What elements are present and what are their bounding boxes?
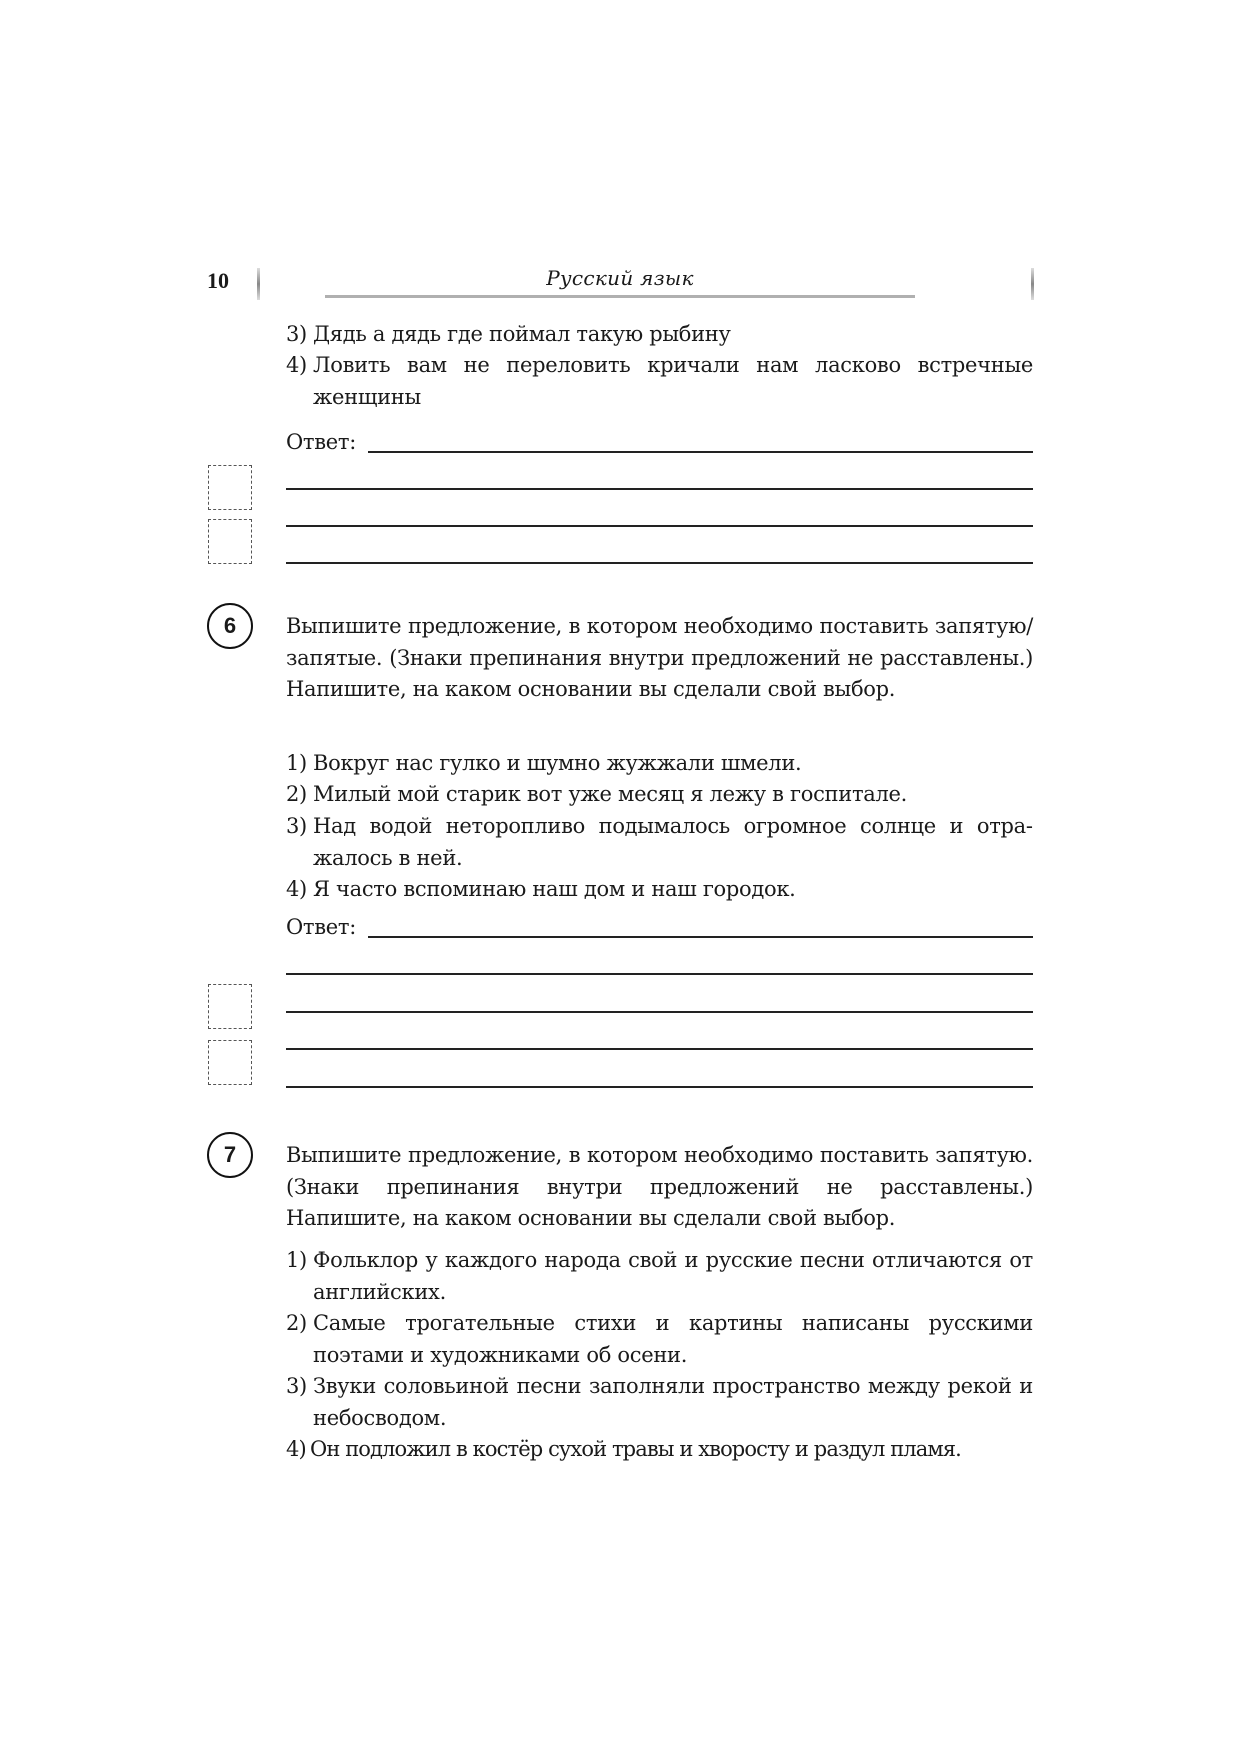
option-3 [286,1371,1033,1434]
option-number: 4) [286,353,307,377]
answer-line[interactable] [286,973,1033,975]
option-4 [286,1434,1033,1466]
option-3 [286,319,1036,351]
question-6-prompt: Выпишите предложение, в котором необходимо поставить запятую/запятые. (Знаки препинания внутри предложений не расставлены.) Напишите, на каком основании вы сделали свой выбор. [286,614,1033,701]
option-number: 4) [286,1437,306,1461]
option-text: Милый мой старик вот уже месяц я лежу в госпитале. [313,782,908,806]
answer-line[interactable] [286,525,1033,527]
option-number: 2) [286,1311,307,1335]
header-right-bar [1031,268,1034,300]
score-box [208,1040,252,1085]
answer-line[interactable] [286,488,1033,490]
header-left-bar [257,268,260,300]
answer-line[interactable] [286,562,1033,564]
score-box [208,519,252,564]
option-number: 4) [286,877,307,901]
running-header-title: Русский язык [546,266,694,290]
option-2 [286,1308,1033,1371]
question-number-badge: 7 [207,1132,253,1178]
score-box [208,984,252,1029]
answer-line[interactable] [286,1086,1033,1088]
option-text: Дядь а дядь где поймал такую рыбину [313,322,731,346]
option-number: 3) [286,1374,307,1398]
question-number-badge: 6 [207,603,253,649]
option-text: Он подложил в костёр сухой травы и хворосту и раздул пламя. [310,1437,961,1461]
option-number: 1) [286,751,307,775]
option-2 [286,779,1036,811]
header-rule [325,295,915,298]
option-1 [286,1245,1033,1308]
answer-line[interactable] [286,1011,1033,1013]
page-number: 10 [207,268,229,293]
answer-label: Ответ: [286,430,356,454]
option-4 [286,874,1036,906]
answer-line[interactable] [368,451,1033,453]
option-number: 3) [286,322,307,346]
option-number: 3) [286,814,307,838]
option-text: Фольклор у каждого народа свой и русские песни отличаются от английских. [313,1248,1033,1304]
option-4 [286,350,1033,413]
answer-label: Ответ: [286,915,356,939]
answer-line[interactable] [286,1048,1033,1050]
option-number: 2) [286,782,307,806]
option-3 [286,811,1033,874]
option-text: Ловить вам не переловить кричали нам ласково встречные женщины [313,353,1033,409]
option-text: Я часто вспоминаю наш дом и наш городок. [313,877,796,901]
score-box [208,465,252,510]
question-7-prompt: Выпишите предложение, в котором необходимо поставить запятую. (Знаки препинания внутри предложений не расставлены.) Напишите, на каком основании вы сделали свой выбор. [286,1143,1033,1230]
answer-line[interactable] [368,936,1033,938]
option-number: 1) [286,1248,307,1272]
option-text: Самые трогательные стихи и картины написаны русскими поэтами и художниками об осени. [313,1311,1033,1367]
option-1 [286,748,1036,780]
option-text: Вокруг нас гулко и шумно жужжали шмели. [313,751,802,775]
option-text: Звуки соловьиной песни заполняли пространство между рекой и небосводом. [313,1374,1033,1430]
option-text: Над водой неторопливо подымалось огромное солнце и отражалось в ней. [313,814,1033,870]
